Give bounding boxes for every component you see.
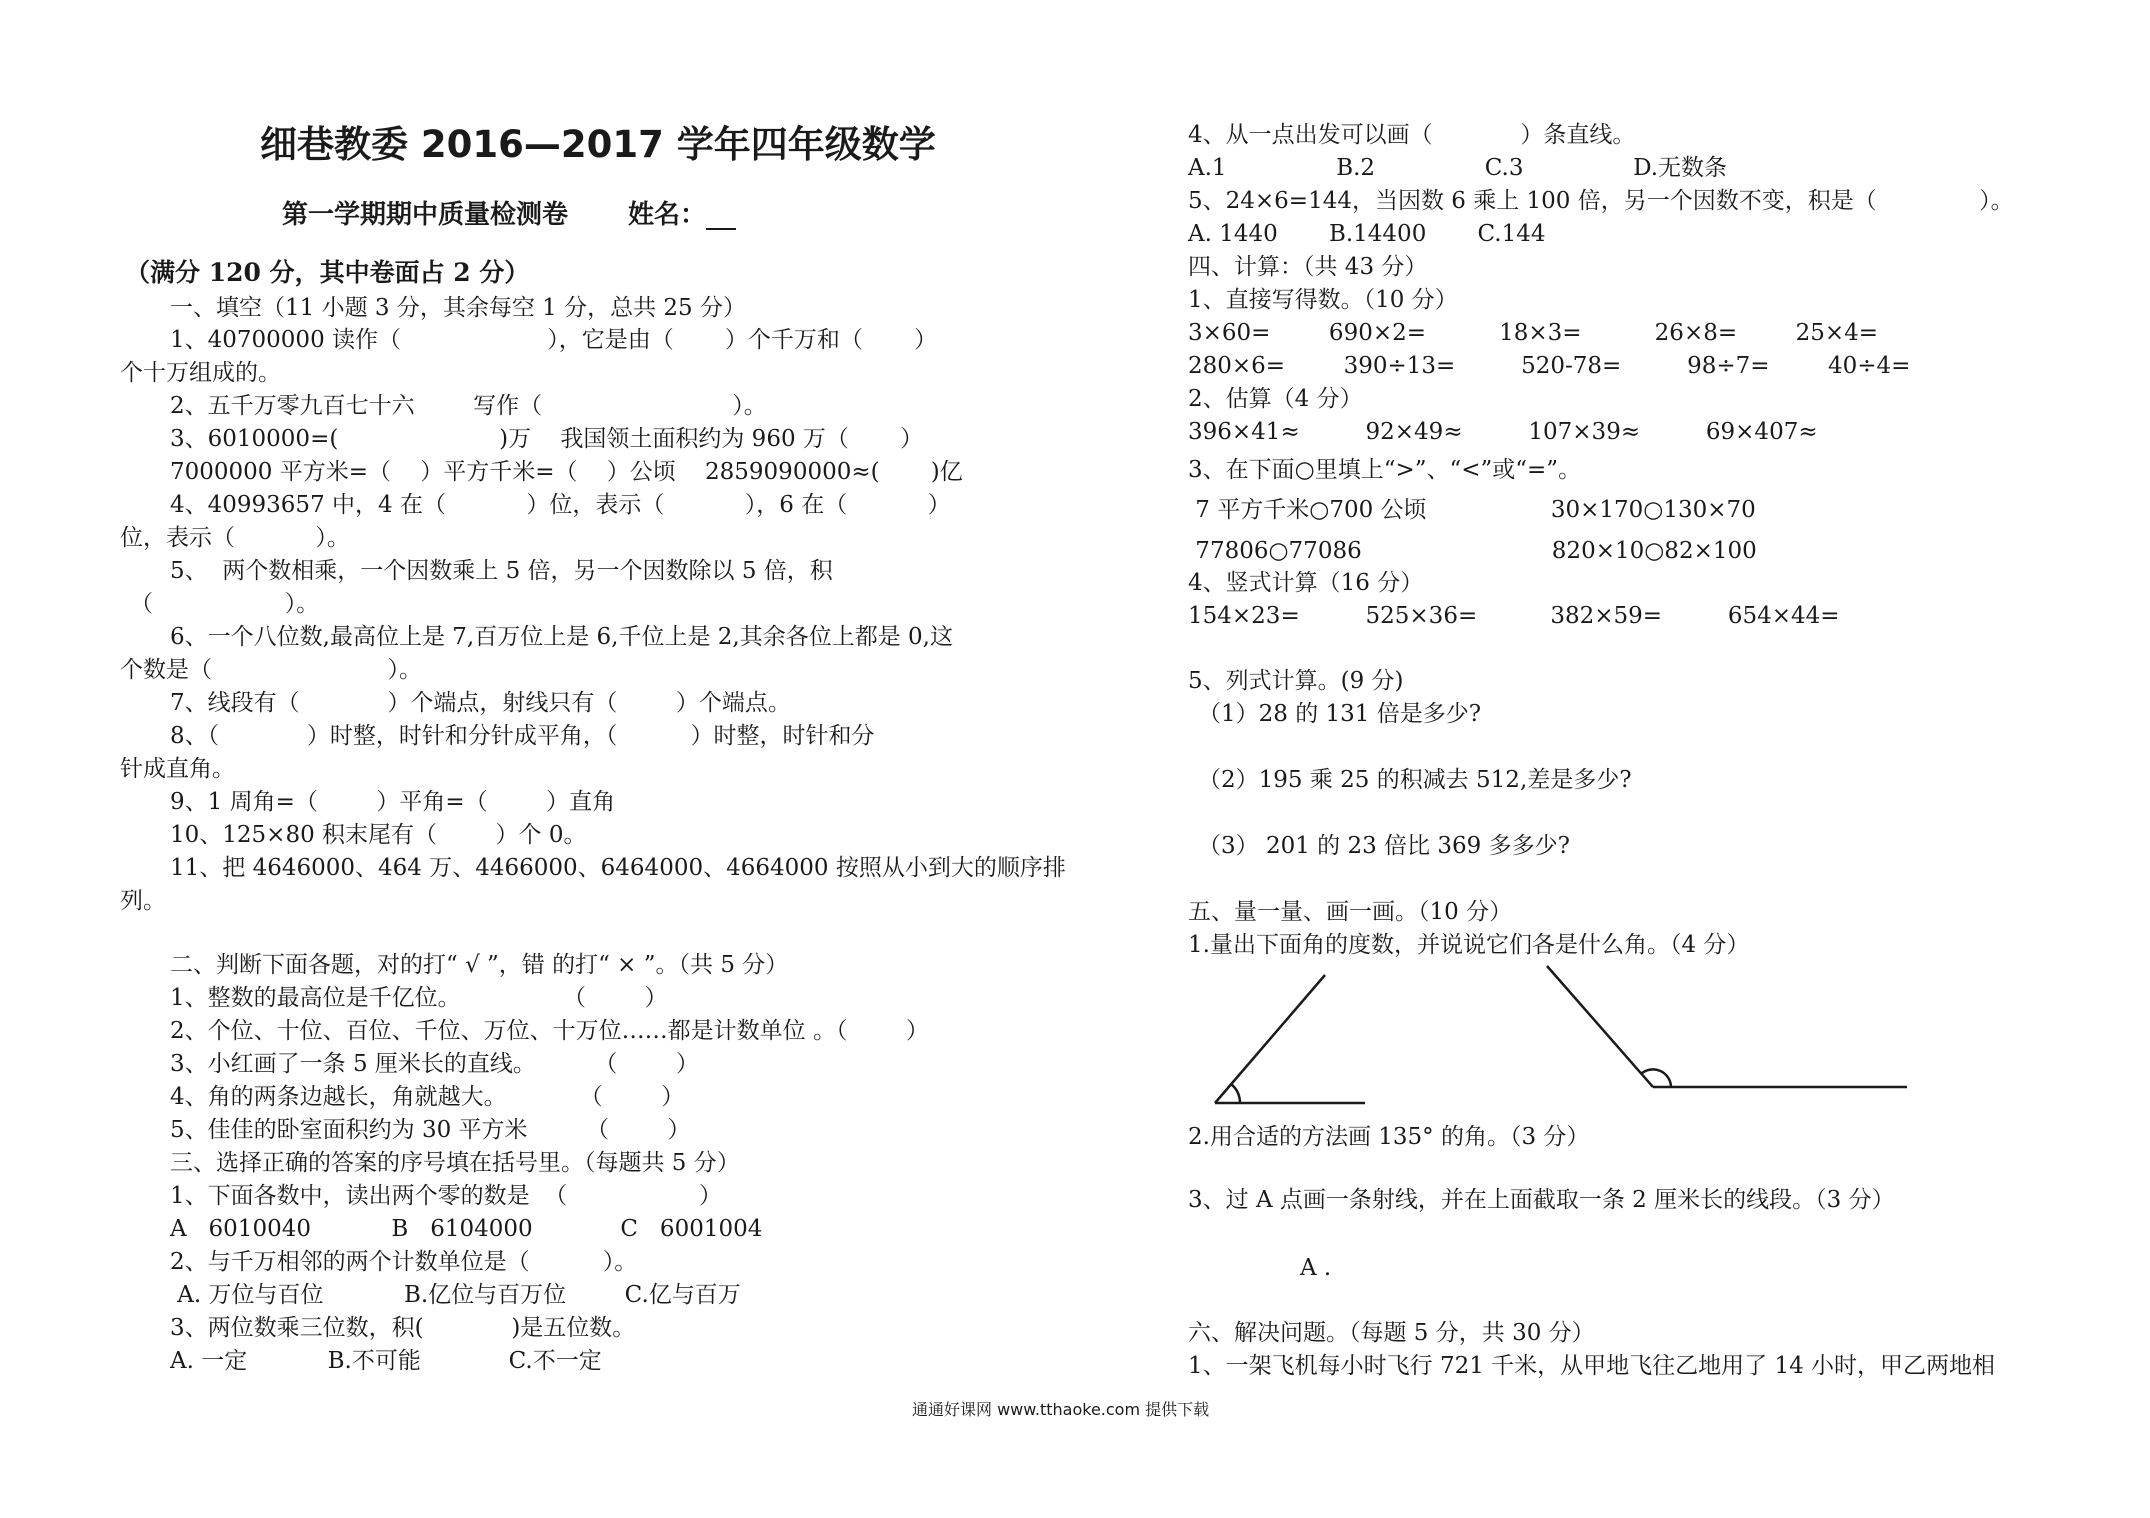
section-1-heading: 一、填空（11 小题 3 分，其余每空 1 分，总共 25 分） [170, 295, 746, 321]
section-2-heading: 二、判断下面各题，对的打“ √ ”，错 的打“ × ”。（共 5 分） [170, 952, 789, 978]
vertical-row: 154×23= 525×36= 382×59= 654×44= [1188, 603, 1840, 629]
formula-1: （1）28 的 131 倍是多少? [1198, 701, 1482, 727]
q11-line-b: 列。 [120, 888, 166, 914]
measure-1: 1.量出下面角的度数，并说说它们各是什么角。（4 分） [1188, 932, 1750, 958]
section-3-heading: 三、选择正确的答案的序号填在括号里。（每题共 5 分） [170, 1150, 740, 1176]
q11-line-a: 11、把 4646000、464 万、4466000、6464000、4664000 按照从小到大的顺序排 [170, 855, 1066, 881]
score-note: （满分 120 分，其中卷面占 2 分） [125, 258, 530, 287]
problem-1: 1、一架飞机每小时飞行 721 千米，从甲地飞往乙地用了 14 小时，甲乙两地相 [1188, 1353, 1996, 1379]
q6-line-a: 6、一个八位数,最高位上是 7,百万位上是 6,千位上是 2,其余各位上都是 0,这 [170, 624, 953, 650]
formula-2: （2）195 乘 25 的积减去 512,差是多少? [1198, 767, 1632, 793]
q9: 9、1 周角=（ ）平角=（ ）直角 [170, 789, 616, 815]
q3-line-a: 3、6010000=( )万 我国领土面积约为 960 万（ ） [170, 426, 924, 452]
estimate-row: 396×41≈ 92×49≈ 107×39≈ 69×407≈ [1188, 419, 1818, 445]
choice-5-options: A. 1440 B.14400 C.144 [1188, 221, 1546, 247]
q4-line-b: 位，表示（ ）。 [120, 525, 350, 551]
formula-heading: 5、列式计算。(9 分) [1188, 668, 1404, 694]
choice-2-options: A. 万位与百位 B.亿位与百万位 C.亿与百万 [170, 1282, 741, 1308]
judge-1: 1、整数的最高位是千亿位。 （ ） [170, 985, 668, 1011]
direct-heading: 1、直接写得数。（10 分） [1188, 287, 1458, 313]
choice-5: 5、24×6=144，当因数 6 乘上 100 倍，另一个因数不变，积是（ ）。 [1188, 188, 2014, 214]
judge-2: 2、个位、十位、百位、千位、万位、十万位……都是计数单位 。（ ） [170, 1018, 929, 1044]
point-a-label: A . [1300, 1255, 1332, 1281]
q10: 10、125×80 积末尾有（ ）个 0。 [170, 822, 587, 848]
compare-row-1: 7 平方千米○700 公顷 30×170○130×70 [1188, 497, 1756, 523]
q4-line-a: 4、40993657 中，4 在（ ）位，表示（ ），6 在（ ） [170, 492, 951, 518]
name-blank[interactable] [706, 208, 736, 230]
direct-row-1: 3×60= 690×2= 18×3= 26×8= 25×4= [1188, 320, 1879, 346]
judge-3: 3、小红画了一条 5 厘米长的直线。 （ ） [170, 1051, 699, 1077]
q6-line-b: 个数是（ ）。 [120, 657, 422, 683]
vertical-heading: 4、竖式计算（16 分） [1188, 570, 1424, 596]
q5-line-b: （ ）。 [130, 591, 320, 617]
choice-4: 4、从一点出发可以画（ ）条直线。 [1188, 122, 1636, 148]
estimate-heading: 2、估算（4 分） [1188, 386, 1363, 412]
choice-3-options: A. 一定 B.不可能 C.不一定 [170, 1348, 602, 1374]
choice-4-options: A.1 B.2 C.3 D.无数条 [1188, 155, 1728, 181]
name-label: 姓名： [628, 200, 707, 230]
obtuse-angle-figure [1547, 966, 1907, 1087]
section-6-heading: 六、解决问题。（每题 5 分，共 30 分） [1188, 1320, 1595, 1346]
direct-row-2: 280×6= 390÷13= 520-78= 98÷7= 40÷4= [1188, 353, 1911, 379]
choice-1-options: A 6010040 B 6104000 C 6001004 [170, 1216, 763, 1242]
q8-line-b: 针成直角。 [120, 756, 235, 782]
judge-5: 5、佳佳的卧室面积约为 30 平方米 （ ） [170, 1117, 691, 1143]
formula-3: （3） 201 的 23 倍比 369 多多少? [1198, 833, 1570, 859]
q2: 2、五千万零九百七十六 写作（ ）。 [170, 393, 767, 419]
compare-row-2: 77806○77086 820×10○82×100 [1188, 538, 1757, 564]
title-line-1: 细巷教委 2016—2017 学年四年级数学 [260, 123, 936, 166]
q8-line-a: 8、（ ）时整，时针和分针成平角，（ ）时整，时针和分 [170, 723, 875, 749]
judge-4: 4、角的两条边越长，角就越大。 （ ） [170, 1084, 685, 1110]
q3-line-b: 7000000 平方米=（ ）平方千米=（ ）公顷 2859090000≈( )亿 [170, 459, 963, 485]
compare-heading: 3、在下面○里填上“>”、“<”或“=”。 [1188, 457, 1582, 483]
choice-1: 1、下面各数中，读出两个零的数是 （ ） [170, 1183, 722, 1209]
choice-3: 3、两位数乘三位数，积( )是五位数。 [170, 1315, 636, 1341]
angle-figures [1195, 960, 1915, 1110]
title-line-2-text: 第一学期期中质量检测卷 [282, 200, 569, 230]
acute-angle-figure [1215, 975, 1365, 1103]
measure-3: 3、过 A 点画一条射线，并在上面截取一条 2 厘米长的线段。（3 分） [1188, 1187, 1895, 1213]
section-5-heading: 五、量一量、画一画。（10 分） [1188, 899, 1513, 925]
q1-line-a: 1、40700000 读作（ ），它是由（ ）个千万和（ ） [170, 327, 938, 353]
q7: 7、线段有（ ）个端点，射线只有（ ）个端点。 [170, 690, 791, 716]
measure-2: 2.用合适的方法画 135° 的角。（3 分） [1188, 1124, 1590, 1150]
title-line-2 [282, 200, 736, 230]
q1-line-b: 个十万组成的。 [120, 360, 281, 386]
choice-2: 2、与千万相邻的两个计数单位是（ ）。 [170, 1249, 638, 1275]
footer-credit: 通通好课网 www.tthaoke.com 提供下载 [912, 1400, 1210, 1419]
q5-line-a: 5、 两个数相乘，一个因数乘上 5 倍，另一个因数除以 5 倍，积 [170, 558, 833, 584]
section-4-heading: 四、计算：（共 43 分） [1188, 254, 1428, 280]
